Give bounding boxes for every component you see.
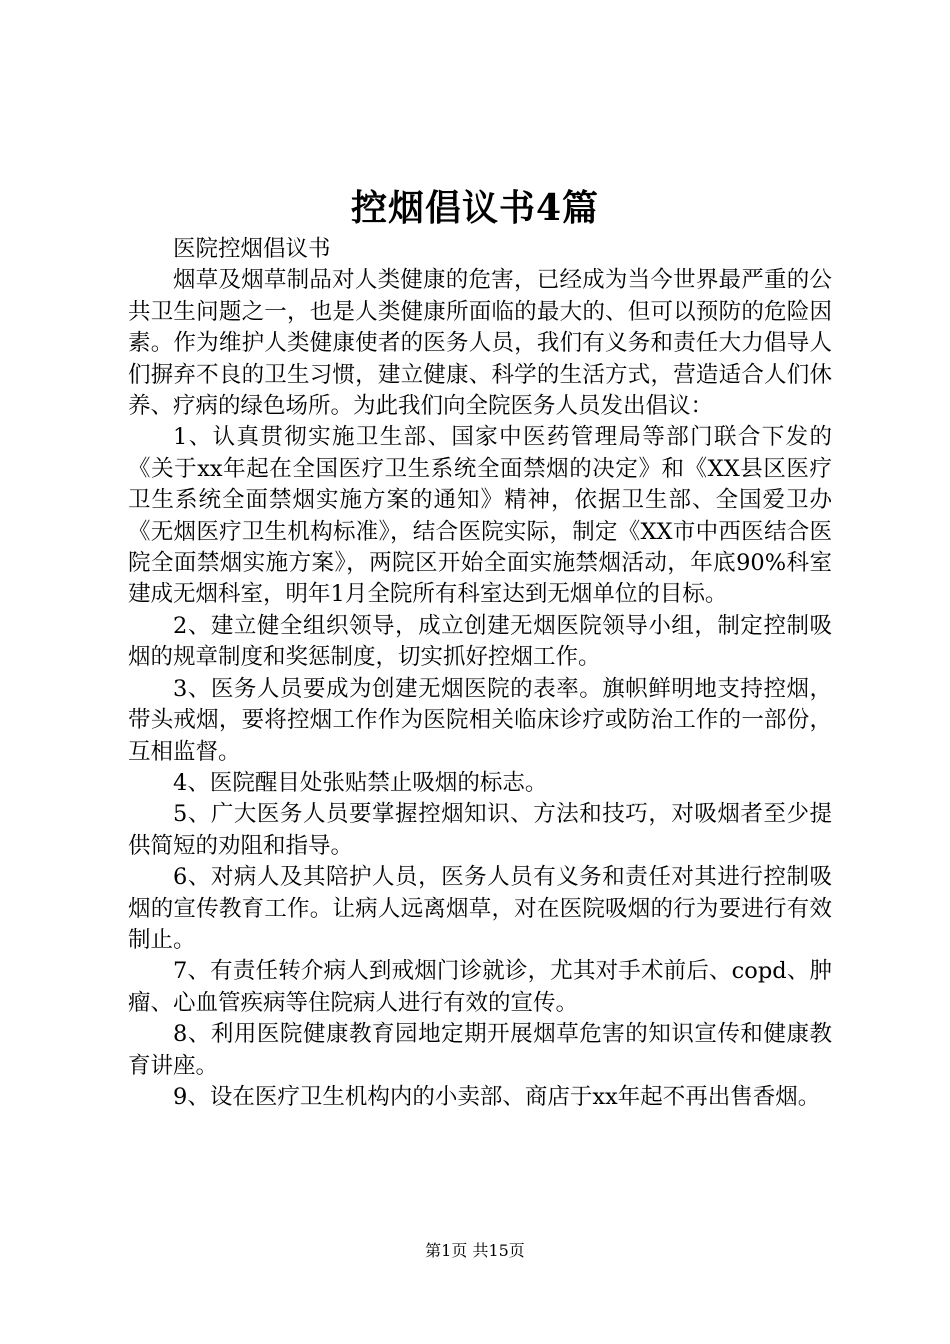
paragraph-item-3: 3、医务人员要成为创建无烟医院的表率。旗帜鲜明地支持控烟，带头戒烟，要将控烟工作作为医院相关临床诊疗或防治工作的一部份，互相监督。 — [128, 675, 832, 765]
document-body — [128, 234, 832, 1113]
paragraph-item-5: 5、广大医务人员要掌握控烟知识、方法和技巧，对吸烟者至少提供简短的劝阻和指导。 — [128, 801, 832, 859]
page-title: 控烟倡议书4篇 — [350, 187, 600, 229]
section-heading: 医院控烟倡议书 — [173, 236, 331, 262]
paragraph-item-6: 6、对病人及其陪护人员，医务人员有义务和责任对其进行控制吸烟的宣传教育工作。让病人远离烟草，对在医院吸烟的行为要进行有效制止。 — [128, 864, 832, 953]
paragraph-item-1: 1、认真贯彻实施卫生部、国家中医药管理局等部门联合下发的《关于xx年起在全国医疗卫生系统全面禁烟的决定》和《XX县区医疗卫生系统全面禁烟实施方案的通知》精神，依据卫生部、全国爱卫办《无烟医疗卫生机构标准》，结合医院实际，制定《XX市中西医结合医院全面禁烟实施方案》，两院区开始全面实施禁烟活动，年底90%科室建成无烟科室，明年1月全院所有科室达到无烟单位的目标。 — [128, 424, 832, 608]
paragraph-item-4: 4、医院醒目处张贴禁止吸烟的标志。 — [173, 769, 548, 796]
paragraph-item-9: 9、设在医疗卫生机构内的小卖部、商店于xx年起不再出售香烟。 — [173, 1083, 821, 1110]
paragraph-intro: 烟草及烟草制品对人类健康的危害，已经成为当今世界最严重的公共卫生问题之一，也是人类健康所面临的最大的、但可以预防的危险因素。作为维护人类健康使者的医务人员，我们有义务和责任大力倡导人们摒弃不良的卫生习惯，建立健康、科学的生活方式，营造适合人们休养、疗病的绿色场所。为此我们向全院医务人员发出倡议： — [128, 267, 832, 420]
paragraph-item-8: 8、利用医院健康教育园地定期开展烟草危害的知识宣传和健康教育讲座。 — [128, 1021, 832, 1079]
page-footer: 第1页 共15页 — [425, 1241, 525, 1260]
paragraph-item-2: 2、建立健全组织领导，成立创建无烟医院领导小组，制定控制吸烟的规章制度和奖惩制度，切实抓好控烟工作。 — [128, 612, 832, 671]
paragraph-item-7: 7、有责任转介病人到戒烟门诊就诊，尤其对手术前后、copd、肿瘤、心血管疾病等住院病人进行有效的宣传。 — [128, 958, 832, 1016]
